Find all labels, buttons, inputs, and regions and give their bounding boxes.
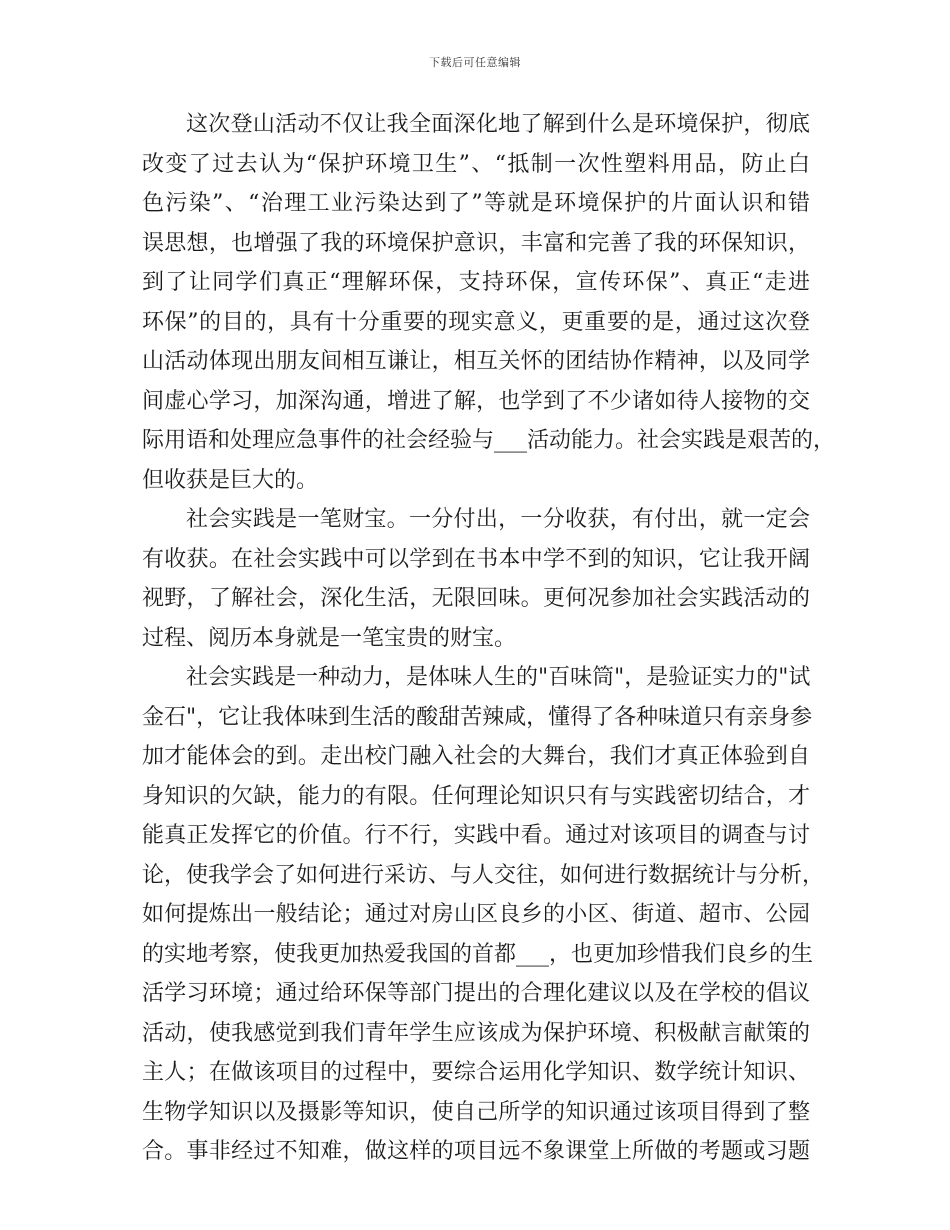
- text-line: 改变了过去认为“保护环境卫生”、“抵制一次性塑料用品，防止白: [142, 151, 810, 177]
- text-line: 山活动体现出朋友间相互谦让，相互关怀的团结协作精神，以及同学: [142, 349, 810, 374]
- text-line: 能真正发挥它的价值。行不行，实践中看。通过对该项目的调查与讨: [142, 823, 810, 848]
- text-line: 社会实践是一笔财宝。一分付出，一分收获，有付出，就一定会: [186, 507, 810, 532]
- text-line: 合。事非经过不知难，做这样的项目远不象课堂上所做的考题或习题: [142, 1139, 810, 1164]
- text-line: 活学习环境；通过给环保等部门提出的合理化建议以及在学校的倡议: [142, 981, 810, 1006]
- text-line: 视野，了解社会，深化生活，无限回味。更何况参加社会实践活动的: [142, 586, 810, 611]
- paragraph-3: [142, 658, 825, 1172]
- text-line: 社会实践是一种动力，是体味人生的"百味筒"，是验证实力的"试: [186, 665, 811, 690]
- text-line: 这次登山活动不仅让我全面深化地了解到什么是环境保护，彻底: [186, 112, 810, 137]
- text-line: 间虚心学习，加深沟通，增进了解，也学到了不少诸如待人接物的交: [142, 388, 810, 414]
- text-line: 生物学知识以及摄影等知识，使自己所学的知识通过该项目得到了整: [142, 1099, 810, 1125]
- text-line: 到了让同学们真正“理解环保，支持环保，宣传环保”、真正“走进: [142, 270, 810, 295]
- text-line: 过程、阅历本身就是一笔宝贵的财宝。: [142, 625, 517, 651]
- text-line: 环保”的目的，具有十分重要的现实意义，更重要的是，通过这次登: [142, 309, 810, 335]
- text-line: 际用语和处理应急事件的社会经验与___活动能力。社会实践是艰苦的，: [142, 428, 836, 453]
- page-header: 下载后可任意编辑: [429, 56, 521, 69]
- text-line: 误思想，也增强了我的环境保护意识，丰富和完善了我的环保知识，: [142, 230, 810, 256]
- text-line: 的实地考察，使我更加热爱我国的首都___，也更加珍惜我们良乡的生: [142, 941, 814, 967]
- text-line: 有收获。在社会实践中可以学到在书本中学不到的知识，它让我开阔: [142, 546, 810, 572]
- text-line: 加才能体会的到。走出校门融入社会的大舞台，我们才真正体验到自: [142, 744, 810, 769]
- text-line: 论，使我学会了如何进行采访、与人交往，如何进行数据统计与分析，: [142, 862, 825, 888]
- text-line: 身知识的欠缺，能力的有限。任何理论知识只有与实践密切结合，才: [142, 783, 810, 809]
- text-line: 金石"，它让我体味到生活的酸甜苦辣咸，懂得了各种味道只有亲身参: [142, 704, 813, 730]
- text-line: 色污染”、“治理工业污染达到了”等就是环境保护的片面认识和错: [142, 191, 810, 216]
- paragraph-2: [142, 500, 810, 658]
- paragraph-1: [142, 105, 836, 500]
- document-body: [142, 105, 836, 1172]
- text-line: 主人；在做该项目的过程中，要综合运用化学知识、数学统计知识、: [142, 1060, 810, 1085]
- text-line: 如何提炼出一般结论；通过对房山区良乡的小区、街道、超市、公园: [142, 902, 810, 927]
- text-line: 活动，使我感觉到我们青年学生应该成为保护环境、积极献言献策的: [142, 1020, 810, 1046]
- text-line: 但收获是巨大的。: [142, 467, 319, 493]
